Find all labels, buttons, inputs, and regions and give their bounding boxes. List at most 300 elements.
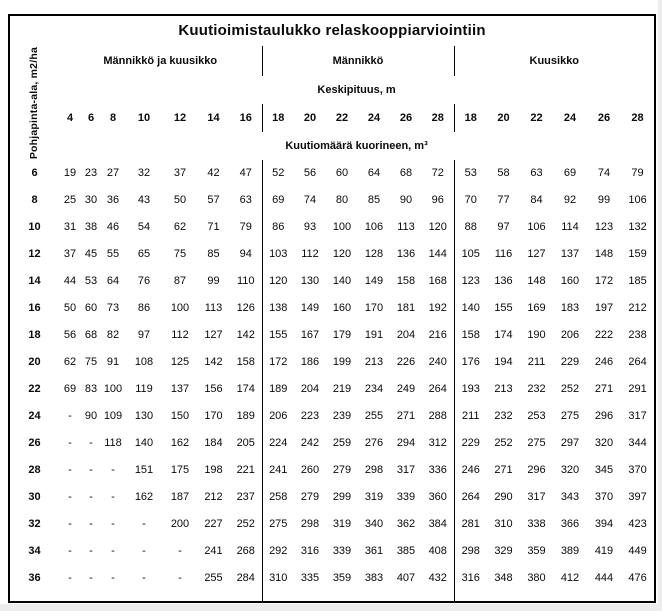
cell-kuusikko: 74 [597,167,611,180]
cell-mannikko: 316 [300,545,320,558]
group-header-mannikko: Männikkö [262,46,454,76]
cell-kuusikko: 246 [594,356,614,369]
cell-manty-kuusi: 212 [204,491,223,504]
cell-mannikko: 189 [262,376,294,403]
cell-manty-kuusi: 31 [63,221,77,234]
cell-kuusikko: 116 [494,248,513,261]
cell-kuusikko: 252 [494,437,513,450]
cell-kuusikko: 193 [454,376,487,403]
cell-kuusikko: 343 [560,491,580,504]
cell-manty-kuusi: 200 [170,518,190,531]
cell-mannikko: 383 [364,572,384,585]
cell-kuusikko: 132 [628,221,647,234]
cell-mannikko: 149 [364,275,384,288]
cell-kuusikko: 380 [527,572,546,585]
cell-manty-kuusi: 64 [106,275,120,288]
cell-manty-kuusi: 68 [84,329,98,342]
row-label-basal-area: 34 [28,545,41,558]
cell-kuusikko: 310 [494,518,513,531]
cell-manty-kuusi: 255 [204,572,223,585]
cell-manty-kuusi: 62 [63,356,77,369]
table-row [9,241,655,268]
row-label-basal-area: 16 [28,302,41,315]
cell-kuusikko: 298 [454,538,487,565]
cell-mannikko: 298 [364,464,384,477]
cell-kuusikko: 211 [454,403,487,430]
cell-manty-kuusi: 125 [170,356,190,369]
cell-manty-kuusi: 175 [170,464,190,477]
cell-kuusikko: 137 [560,248,580,261]
cell-manty-kuusi: 50 [63,302,77,315]
cell-kuusikko: 140 [454,295,487,322]
cell-mannikko: 130 [300,275,320,288]
cell-mannikko: 219 [332,383,352,396]
cell-manty-kuusi: 65 [137,248,151,261]
column-header: 14 [207,111,220,124]
cell-mannikko: 93 [303,221,317,234]
column-header: 4 [66,111,74,124]
cell-kuusikko: 449 [628,545,647,558]
cell-kuusikko: 419 [594,545,614,558]
cell-manty-kuusi: - [89,518,93,531]
cell-manty-kuusi: - [68,545,72,558]
table-row [9,511,655,538]
row-axis-cell [9,46,59,160]
cell-mannikko: 103 [262,241,294,268]
cell-kuusikko: 53 [454,160,487,187]
cell-kuusikko: 264 [628,356,647,369]
cell-mannikko: 60 [335,167,349,180]
cell-kuusikko: 338 [527,518,546,531]
cell-kuusikko: 394 [594,518,614,531]
cell-manty-kuusi: 108 [134,356,154,369]
cell-kuusikko: 444 [594,572,614,585]
cell-manty-kuusi: 90 [84,410,98,423]
column-header: 6 [87,111,95,124]
cell-kuusikko: 99 [597,194,611,207]
cell-kuusikko: 213 [494,383,513,396]
cell-kuusikko: 252 [560,383,580,396]
cell-manty-kuusi: 36 [106,194,120,207]
cell-manty-kuusi: 44 [63,275,77,288]
cell-manty-kuusi: 97 [137,329,151,342]
cell-manty-kuusi: - [111,572,115,585]
cell-kuusikko: 275 [527,437,546,450]
cell-mannikko: 226 [396,356,416,369]
table-row [9,214,655,241]
cell-manty-kuusi: 174 [236,383,255,396]
cell-mannikko: 359 [332,572,352,585]
cell-manty-kuusi: 162 [134,491,154,504]
cell-manty-kuusi: 156 [204,383,223,396]
cell-manty-kuusi: 85 [207,248,220,261]
row-label-basal-area: 32 [28,518,41,531]
cell-mannikko: 213 [364,356,384,369]
cell-manty-kuusi: - [68,572,72,585]
cell-kuusikko: 77 [497,194,510,207]
cell-manty-kuusi: 137 [170,383,190,396]
cell-manty-kuusi: 73 [106,302,120,315]
cell-mannikko: 339 [396,491,416,504]
group-header-kuusikko: Kuusikko [454,46,655,76]
cell-mannikko: 240 [428,356,447,369]
cell-mannikko: 72 [431,167,444,180]
cell-manty-kuusi: - [89,491,93,504]
cell-kuusikko: 389 [560,545,580,558]
cell-mannikko: 149 [300,302,320,315]
cell-mannikko: 260 [300,464,320,477]
cell-manty-kuusi: 119 [135,383,153,396]
table-row [9,565,655,592]
cell-kuusikko: 370 [628,464,647,477]
cell-manty-kuusi: - [111,491,115,504]
cell-kuusikko: 106 [527,221,546,234]
cell-mannikko: 339 [332,545,352,558]
column-header: 20 [497,111,510,124]
cell-manty-kuusi: - [142,518,146,531]
cell-mannikko: 249 [396,383,416,396]
cell-mannikko: 172 [262,349,294,376]
cell-mannikko: 68 [399,167,413,180]
group-header-row [9,46,655,76]
cell-mannikko: 128 [364,248,384,261]
cell-kuusikko: 296 [594,410,614,423]
cell-manty-kuusi: - [68,518,72,531]
cell-mannikko: 385 [396,545,416,558]
cell-manty-kuusi: 25 [63,194,77,207]
cell-kuusikko: 232 [527,383,546,396]
cell-mannikko: 335 [300,572,320,585]
spacer-cell [9,592,262,602]
cell-manty-kuusi: 268 [236,545,255,558]
cell-mannikko: 80 [335,194,349,207]
cell-mannikko: 276 [364,437,384,450]
cell-kuusikko: 271 [594,383,614,396]
cell-mannikko: 144 [428,248,447,261]
cell-manty-kuusi: 151 [134,464,154,477]
cell-manty-kuusi: 76 [137,275,151,288]
cell-kuusikko: 105 [454,241,487,268]
cell-manty-kuusi: 53 [84,275,98,288]
cell-kuusikko: 148 [594,248,614,261]
cell-manty-kuusi: 252 [236,518,255,531]
cell-kuusikko: 423 [628,518,647,531]
row-label-basal-area: 8 [31,194,38,207]
cell-kuusikko: 194 [494,356,513,369]
cell-manty-kuusi: 19 [63,167,77,180]
cell-manty-kuusi: - [142,572,146,585]
cell-kuusikko: 148 [527,275,546,288]
cell-mannikko: 223 [300,410,320,423]
row-label-basal-area: 14 [28,275,41,288]
column-header: 10 [137,111,151,124]
table-row [9,430,655,457]
cell-mannikko: 96 [431,194,444,207]
cell-manty-kuusi: - [89,437,93,450]
cell-manty-kuusi: 91 [106,356,120,369]
cell-mannikko: 69 [262,187,294,214]
volume-header-row [9,132,655,160]
cell-mannikko: 216 [428,329,447,342]
cell-kuusikko: 160 [560,275,580,288]
cell-manty-kuusi: 23 [84,167,98,180]
row-label-basal-area: 6 [31,167,38,180]
cell-kuusikko: 84 [530,194,543,207]
cell-manty-kuusi: - [178,545,182,558]
cell-manty-kuusi: 60 [84,302,98,315]
cell-kuusikko: 246 [454,457,487,484]
cell-kuusikko: 271 [494,464,513,477]
cell-kuusikko: 63 [530,167,543,180]
table-row [9,457,655,484]
cell-manty-kuusi: 140 [134,437,154,450]
cell-kuusikko: 176 [454,349,487,376]
cell-mannikko: 199 [332,356,352,369]
volume-header: Kuutiomäärä kuorineen, m³ [285,139,428,152]
scan-edge-right [658,0,662,611]
cell-manty-kuusi: 37 [173,167,187,180]
cell-manty-kuusi: 126 [236,302,255,315]
cell-mannikko: 362 [396,518,416,531]
cell-manty-kuusi: - [111,545,115,558]
table-row [9,187,655,214]
cell-kuusikko: 58 [497,167,510,180]
cell-mannikko: 310 [262,565,294,592]
cell-manty-kuusi: 189 [236,410,255,423]
cell-mannikko: 264 [428,383,447,396]
cell-mannikko: 181 [396,302,416,315]
cell-manty-kuusi: 158 [236,356,255,369]
cell-manty-kuusi: 87 [173,275,187,288]
table-row [9,349,655,376]
table-row [9,160,655,187]
volume-table [8,14,656,603]
cell-manty-kuusi: 43 [137,194,151,207]
cell-manty-kuusi: 62 [173,221,187,234]
cell-manty-kuusi: 63 [239,194,252,207]
cell-manty-kuusi: 284 [236,572,255,585]
cell-kuusikko: 476 [628,572,647,585]
column-header: 26 [597,111,611,124]
cell-mannikko: 186 [300,356,320,369]
cell-manty-kuusi: - [68,464,72,477]
cell-mannikko: 113 [397,221,415,234]
cell-mannikko: 158 [396,275,416,288]
cell-mannikko: 204 [396,329,416,342]
cell-manty-kuusi: 94 [239,248,252,261]
cell-mannikko: 317 [396,464,416,477]
cell-mannikko: 279 [332,464,352,477]
height-header: Keskipituus, m [317,83,396,96]
cell-kuusikko: 297 [560,437,580,450]
cell-mannikko: 239 [332,410,352,423]
cell-kuusikko: 123 [454,268,487,295]
cell-mannikko: 120 [262,268,294,295]
cell-manty-kuusi: 150 [170,410,190,423]
row-label-basal-area: 30 [28,491,41,504]
cell-manty-kuusi: 30 [84,194,98,207]
cell-mannikko: 259 [332,437,352,450]
cell-mannikko: 275 [262,511,294,538]
cell-manty-kuusi: - [68,437,72,450]
cell-kuusikko: 212 [628,302,647,315]
page-title: Kuutioimistaulukko relaskooppiarviointiin [178,21,486,39]
row-label-basal-area: 26 [28,437,41,450]
cell-kuusikko: 69 [563,167,577,180]
cell-manty-kuusi: 118 [104,437,122,450]
cell-kuusikko: 123 [594,221,614,234]
column-header: 12 [173,111,187,124]
cell-manty-kuusi: 47 [239,167,252,180]
cell-mannikko: 312 [428,437,447,450]
cell-mannikko: 120 [428,221,447,234]
cell-kuusikko: 320 [594,437,614,450]
row-label-basal-area: 18 [28,329,41,342]
cell-manty-kuusi: 130 [134,410,154,423]
cell-manty-kuusi: 37 [63,248,77,261]
cell-kuusikko: 316 [454,565,487,592]
cell-kuusikko: 185 [628,275,647,288]
cell-manty-kuusi: 75 [84,356,98,369]
cell-mannikko: 86 [262,214,294,241]
cell-kuusikko: 291 [628,383,647,396]
spacer-cell [454,592,655,602]
cell-manty-kuusi: 46 [106,221,120,234]
cell-manty-kuusi: - [111,518,115,531]
row-label-basal-area: 10 [28,221,41,234]
column-header: 18 [454,104,487,132]
cell-kuusikko: 88 [454,214,487,241]
table-row [9,403,655,430]
cell-manty-kuusi: 221 [236,464,255,477]
cell-kuusikko: 370 [594,491,614,504]
cell-mannikko: 192 [428,302,447,315]
cell-mannikko: 191 [364,329,384,342]
cell-kuusikko: 229 [560,356,580,369]
cell-manty-kuusi: - [89,464,93,477]
cell-manty-kuusi: 27 [106,167,120,180]
column-header: 22 [335,111,349,124]
cell-mannikko: 90 [399,194,413,207]
column-header: 26 [399,111,413,124]
cell-kuusikko: 169 [527,302,546,315]
cell-mannikko: 140 [332,275,352,288]
cell-kuusikko: 238 [628,329,647,342]
cell-kuusikko: 290 [494,491,513,504]
cell-kuusikko: 106 [628,194,647,207]
cell-mannikko: 85 [367,194,381,207]
cell-manty-kuusi: 71 [207,221,220,234]
cell-manty-kuusi: 170 [204,410,223,423]
cell-mannikko: 408 [428,545,447,558]
table-row [9,268,655,295]
row-axis-label: Pohjapinta-ala, m2/ha [27,46,40,160]
cell-kuusikko: 183 [560,302,580,315]
cell-kuusikko: 281 [454,511,487,538]
row-label-basal-area: 20 [28,356,41,369]
cell-mannikko: 160 [332,302,352,315]
cell-mannikko: 407 [396,572,416,585]
cell-manty-kuusi: 162 [170,437,190,450]
cell-manty-kuusi: 184 [204,437,223,450]
column-header: 20 [303,111,317,124]
cell-manty-kuusi: 55 [106,248,120,261]
cell-kuusikko: 136 [494,275,513,288]
cell-kuusikko: 317 [527,491,546,504]
cell-mannikko: 234 [364,383,384,396]
cell-mannikko: 292 [262,538,294,565]
cell-mannikko: 167 [300,329,320,342]
cell-manty-kuusi: 99 [207,275,220,288]
cell-mannikko: 155 [262,322,294,349]
cell-manty-kuusi: 241 [204,545,223,558]
cell-kuusikko: 211 [527,356,546,369]
cell-kuusikko: 158 [454,322,487,349]
cell-manty-kuusi: 113 [204,302,223,315]
column-header: 24 [563,111,577,124]
cell-kuusikko: 232 [494,410,513,423]
cell-mannikko: 299 [332,491,352,504]
cell-mannikko: 112 [301,248,319,261]
cell-mannikko: 361 [364,545,384,558]
cell-kuusikko: 329 [494,545,513,558]
column-header: 28 [631,111,644,124]
cell-kuusikko: 206 [560,329,580,342]
column-header: 16 [239,111,252,124]
cell-manty-kuusi: 79 [239,221,252,234]
cell-manty-kuusi: 100 [103,383,123,396]
cell-manty-kuusi: - [89,545,93,558]
cell-kuusikko: 159 [628,248,647,261]
cell-kuusikko: 92 [563,194,577,207]
cell-manty-kuusi: - [68,491,72,504]
cell-manty-kuusi: 83 [84,383,98,396]
cell-mannikko: 319 [364,491,384,504]
cell-mannikko: 204 [300,383,320,396]
table-row [9,322,655,349]
cell-kuusikko: 253 [527,410,546,423]
cell-mannikko: 179 [332,329,352,342]
cell-manty-kuusi: 109 [103,410,123,423]
cell-kuusikko: 296 [527,464,546,477]
cell-manty-kuusi: 32 [137,167,151,180]
cell-mannikko: 52 [262,160,294,187]
cell-manty-kuusi: 112 [171,329,189,342]
cell-kuusikko: 317 [628,410,647,423]
cell-kuusikko: 344 [628,437,647,450]
table-row [9,538,655,565]
cell-mannikko: 271 [396,410,416,423]
cell-manty-kuusi: 227 [204,518,223,531]
cell-manty-kuusi: 82 [106,329,120,342]
cell-manty-kuusi: 187 [170,491,190,504]
cell-mannikko: 384 [428,518,447,531]
cell-mannikko: 170 [364,302,384,315]
cell-mannikko: 206 [262,403,294,430]
cell-kuusikko: 412 [560,572,580,585]
cell-manty-kuusi: 237 [236,491,255,504]
cell-mannikko: 56 [303,167,317,180]
cell-manty-kuusi: 69 [63,383,77,396]
cell-mannikko: 224 [262,430,294,457]
cell-mannikko: 136 [396,248,416,261]
cell-manty-kuusi: 127 [204,329,223,342]
cell-kuusikko: 222 [594,329,614,342]
cell-manty-kuusi: - [111,464,115,477]
cell-manty-kuusi: 56 [63,329,77,342]
cell-manty-kuusi: 142 [236,329,255,342]
cell-mannikko: 241 [262,457,294,484]
